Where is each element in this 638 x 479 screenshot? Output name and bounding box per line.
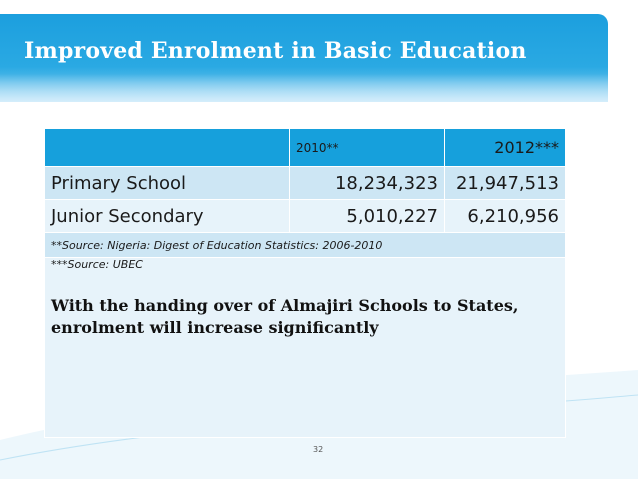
cell-primary-2012: 21,947,513 bbox=[445, 167, 566, 200]
header-cell-2010: 2010** bbox=[290, 129, 445, 167]
row-label-primary: Primary School bbox=[45, 167, 290, 200]
header-cell-2012: 2012*** bbox=[445, 129, 566, 167]
table-header-row bbox=[45, 129, 566, 167]
source-note-2: ***Source: UBEC bbox=[51, 258, 143, 271]
source-row-1 bbox=[45, 233, 566, 258]
cell-junior-2010: 5,010,227 bbox=[290, 200, 445, 233]
enrolment-note: With the handing over of Almajiri Schools to States, enrolment will increase significantly bbox=[51, 296, 519, 337]
slide-title: Improved Enrolment in Basic Education bbox=[24, 38, 527, 64]
enrolment-table bbox=[44, 128, 566, 438]
header-cell-label bbox=[45, 129, 290, 167]
table-row bbox=[45, 200, 566, 233]
page-number: 32 bbox=[313, 445, 324, 454]
row-label-junior: Junior Secondary bbox=[45, 200, 290, 233]
cell-primary-2010: 18,234,323 bbox=[290, 167, 445, 200]
banner-fade bbox=[0, 74, 608, 102]
cell-junior-2012: 6,210,956 bbox=[445, 200, 566, 233]
source-row-2 bbox=[45, 258, 566, 438]
table-row bbox=[45, 167, 566, 200]
source-note-1: **Source: Nigeria: Digest of Education Statistics: 2006-2010 bbox=[45, 233, 566, 258]
source-note-cell bbox=[45, 258, 566, 438]
